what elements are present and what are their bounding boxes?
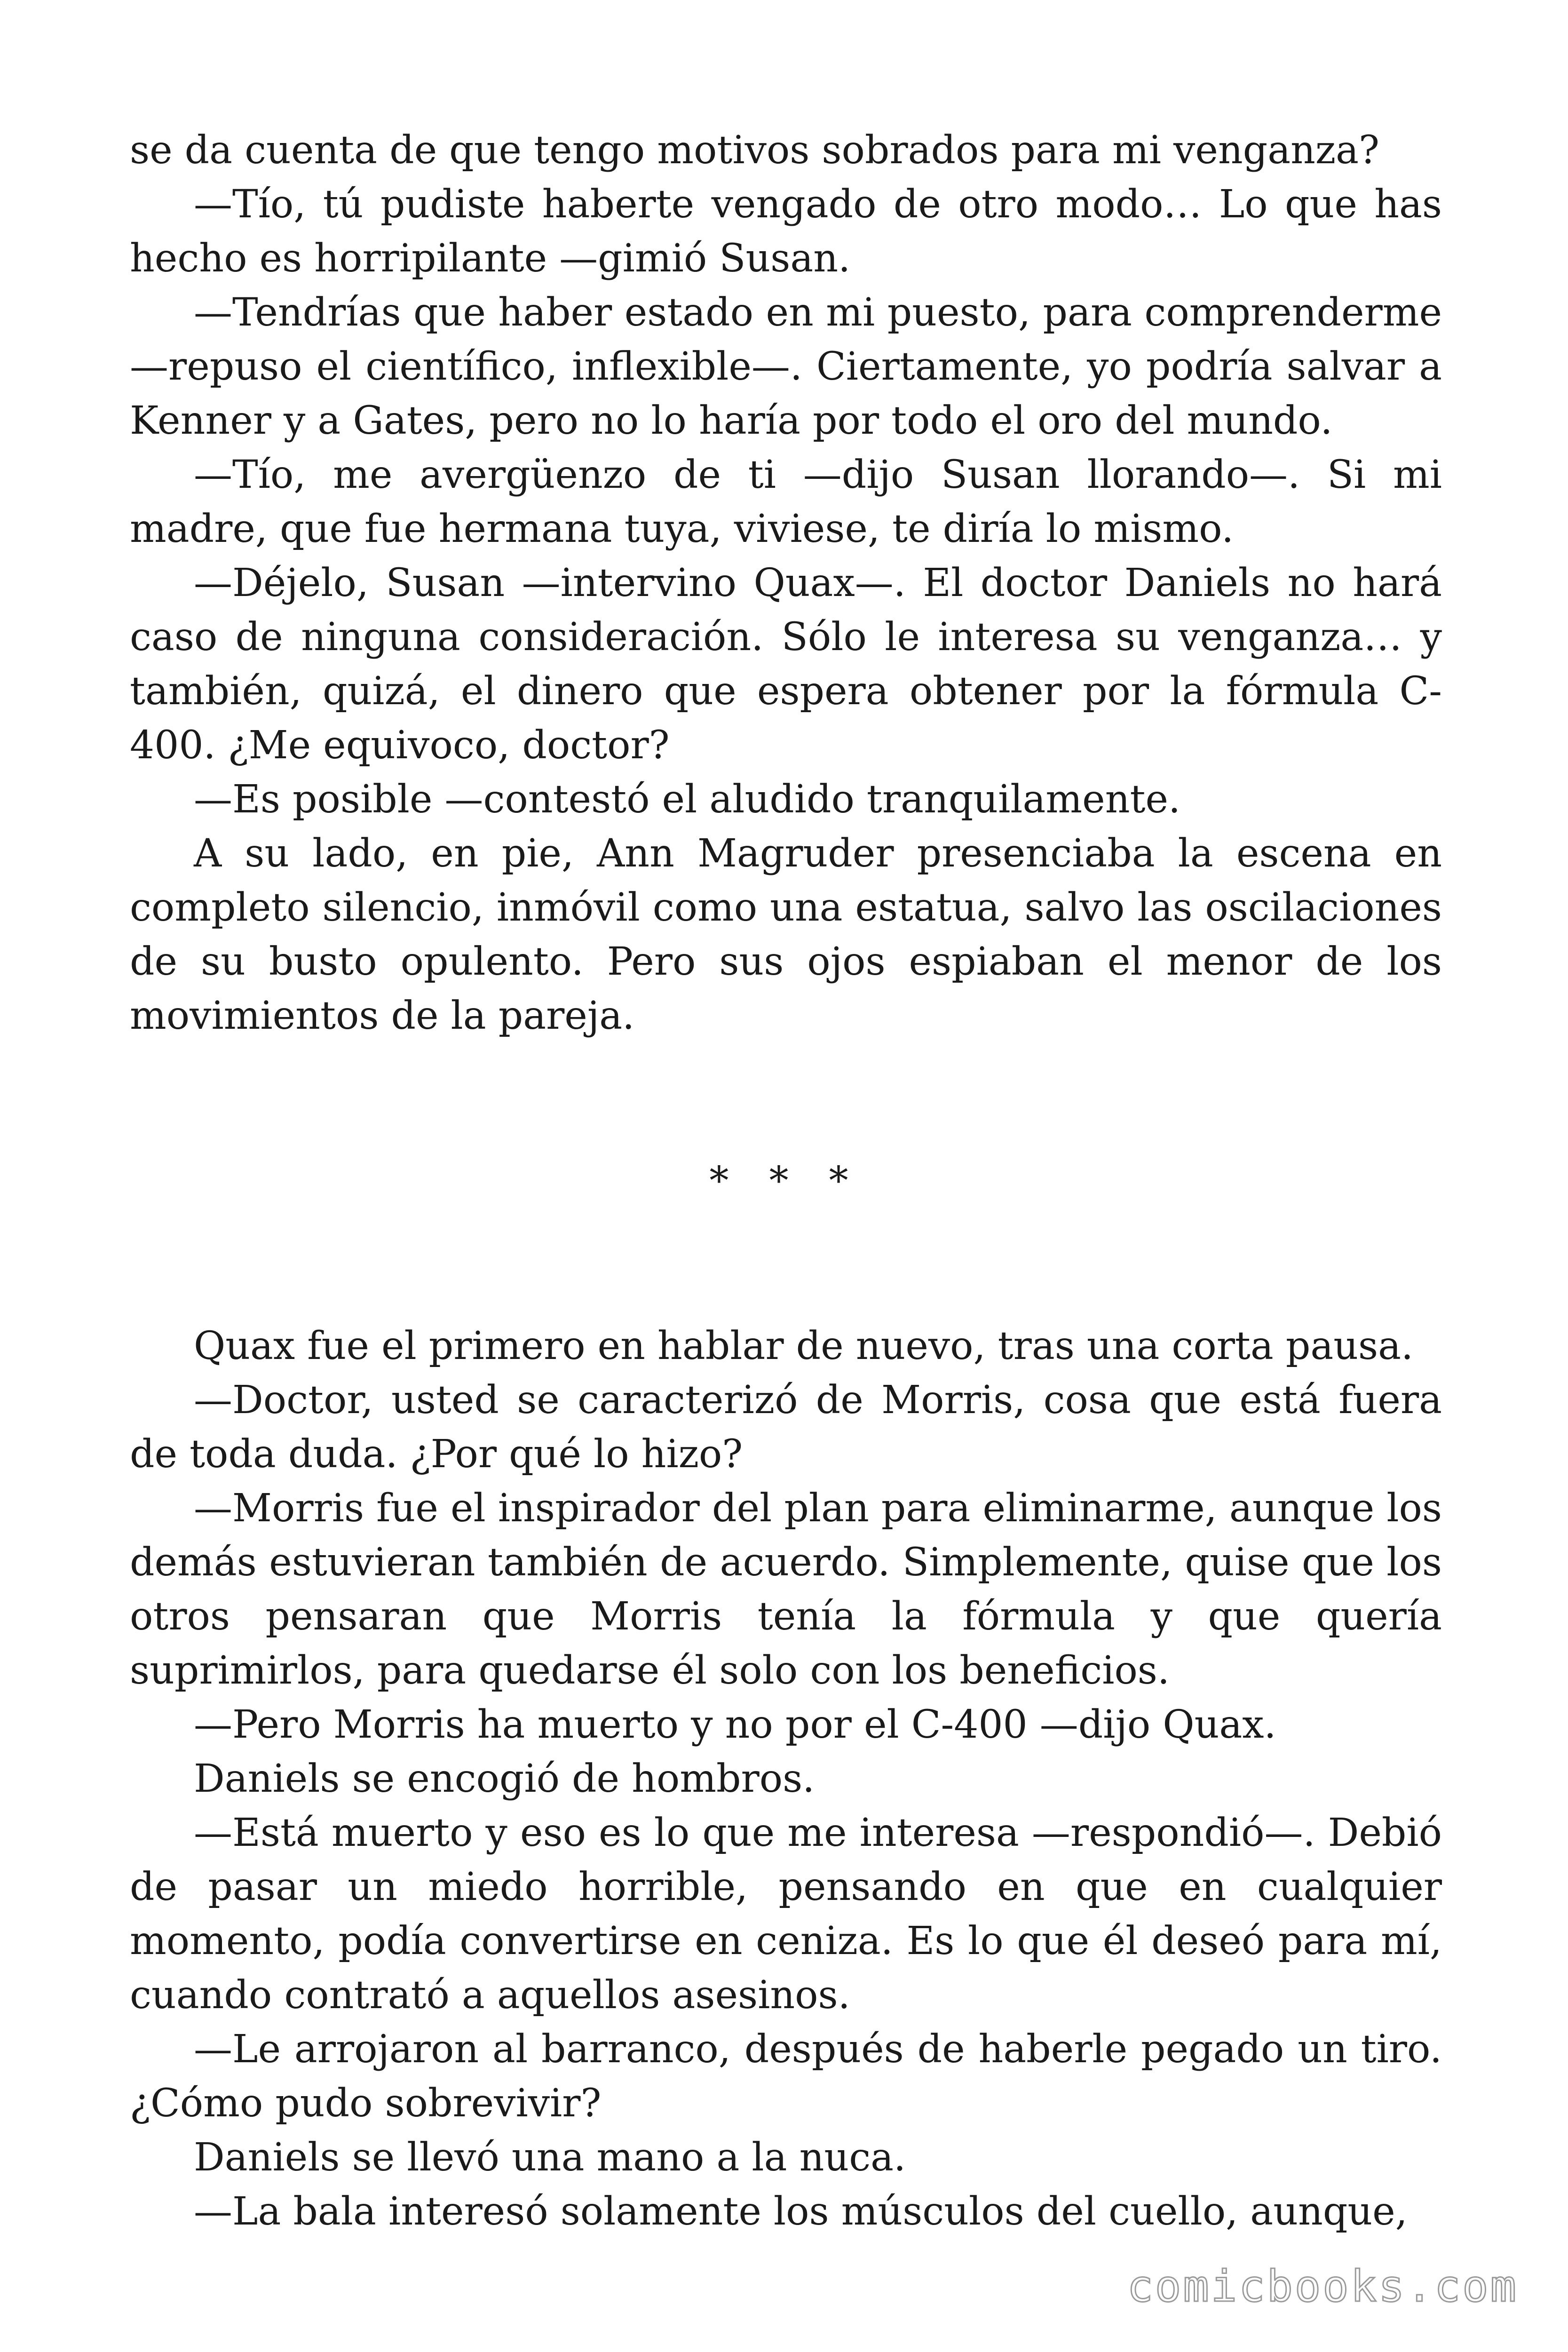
paragraph: A su lado, en pie, Ann Magruder presenciaba la escena en completo silencio, inmóvil como una estatua, salvo las oscilaciones de su busto opulento. Pero sus ojos espiaban el menor de los movimientos de la pareja. [130, 831, 1442, 1038]
paragraph: —Le arrojaron al barranco, después de haberle pegado un tiro. ¿Cómo pudo sobrevivir? [130, 2027, 1442, 2126]
paragraph: —Déjelo, Susan —intervino Quax—. El doctor Daniels no hará caso de ninguna consideración. Sólo le interesa su venganza… y también, quizá, el dinero que espera obtener por la fórmula C-400. ¿Me equivoco, doctor? [130, 561, 1442, 768]
paragraph: —Pero Morris ha muerto y no por el C-400 —dijo Quax. [194, 1702, 1276, 1747]
page-body [130, 123, 1442, 2239]
paragraph: —Es posible —contestó el aludido tranquilamente. [194, 777, 1181, 822]
paragraph: —Tío, me avergüenzo de ti —dijo Susan llorando—. Si mi madre, que fue hermana tuya, viviese, te diría lo mismo. [130, 453, 1442, 551]
paragraph: se da cuenta de que tengo motivos sobrados para mi venganza? [130, 128, 1379, 173]
section-separator: * * * [709, 1159, 863, 1203]
paragraph: —Tío, tú pudiste haberte vengado de otro modo… Lo que has hecho es horripilante —gimió Susan. [130, 182, 1442, 281]
paragraph: —Morris fue el inspirador del plan para eliminarme, aunque los demás estuvieran también de acuerdo. Simplemente, quise que los otros pensaran que Morris tenía la fórmula y que quería suprimirlos, para quedarse él solo con los beneficios. [130, 1486, 1442, 1693]
paragraph: —La bala interesó solamente los músculos del cuello, aunque, [194, 2189, 1408, 2234]
paragraph: Quax fue el primero en hablar de nuevo, tras una corta pausa. [194, 1324, 1414, 1368]
paragraph: —Doctor, usted se caracterizó de Morris, cosa que está fuera de toda duda. ¿Por qué lo hizo? [130, 1378, 1442, 1477]
watermark: comicbooks.com [1127, 2261, 1518, 2312]
paragraph: —Tendrías que haber estado en mi puesto, para comprenderme —repuso el científico, inflexible—. Ciertamente, yo podría salvar a Kenner y a Gates, pero no lo haría por todo el oro del mundo. [130, 290, 1442, 443]
paragraph: —Está muerto y eso es lo que me interesa —respondió—. Debió de pasar un miedo horrible, pensando en que en cualquier momento, podía convertirse en ceniza. Es lo que él deseó para mí, cuando contrató a aquellos asesinos. [130, 1811, 1442, 2018]
paragraph: Daniels se llevó una mano a la nuca. [194, 2135, 906, 2180]
paragraph: Daniels se encogió de hombros. [194, 1756, 815, 1801]
